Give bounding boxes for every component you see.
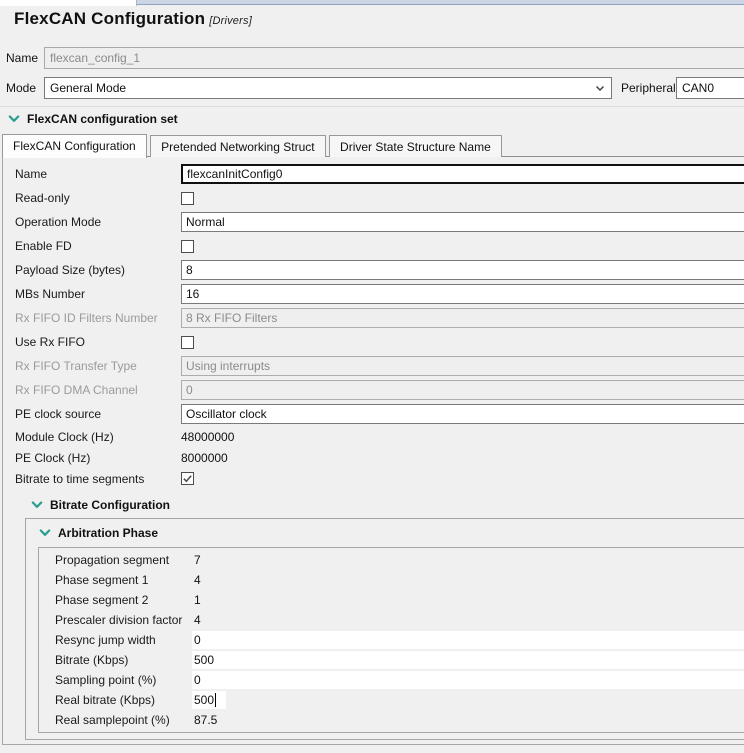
bitrate-configuration-group (25, 518, 744, 740)
rx-fifo-transfer-type-label: Rx FIFO Transfer Type (15, 359, 137, 373)
chevron-down-icon (595, 85, 605, 92)
peripheral-value: CAN0 (682, 81, 715, 95)
component-name-row (0, 47, 744, 69)
tab-driver-state-structure-name[interactable]: Driver State Structure Name (329, 135, 502, 158)
mode-row (0, 77, 744, 99)
payload-size-input[interactable] (181, 260, 744, 280)
row-module-clock (3, 426, 744, 447)
rx-fifo-id-filters-input (181, 308, 744, 328)
real-bitrate-value: 500 (194, 693, 215, 707)
operation-mode-value: Normal (186, 215, 225, 229)
checkmark-icon (182, 473, 193, 484)
row-phase-segment-1 (39, 570, 744, 590)
sampling-point-input[interactable] (192, 671, 744, 689)
component-name-value: flexcan_config_1 (50, 51, 141, 65)
row-read-only (3, 186, 744, 210)
tab-pretended-networking-struct[interactable]: Pretended Networking Struct (150, 135, 325, 158)
phase-segment-1-label: Phase segment 1 (55, 573, 149, 587)
payload-size-value: 8 (186, 263, 193, 277)
row-operation-mode (3, 210, 744, 234)
module-clock-label: Module Clock (Hz) (15, 429, 114, 444)
prescaler-division-factor-value: 4 (194, 613, 201, 627)
real-samplepoint-value: 87.5 (194, 713, 218, 727)
rx-fifo-dma-channel-input (181, 380, 744, 400)
tab-flexcan-configuration[interactable]: FlexCAN Configuration (2, 134, 147, 158)
collapse-chevron-icon (8, 115, 20, 123)
name-input[interactable] (181, 164, 744, 184)
read-only-checkbox[interactable] (181, 192, 194, 205)
collapse-chevron-icon (31, 501, 43, 509)
row-bitrate-kbps (39, 650, 744, 670)
row-payload-size (3, 258, 744, 282)
pe-clock-source-input[interactable] (181, 404, 744, 424)
real-samplepoint-label: Real samplepoint (%) (55, 713, 170, 727)
use-rx-fifo-label: Use Rx FIFO (15, 335, 86, 349)
enable-fd-label: Enable FD (15, 239, 72, 253)
real-bitrate-input[interactable] (192, 691, 226, 709)
rx-fifo-transfer-type-value: Using interrupts (186, 359, 271, 373)
operation-mode-label: Operation Mode (15, 215, 102, 229)
payload-size-label: Payload Size (bytes) (15, 263, 126, 277)
page-title (14, 9, 252, 29)
name-label: Name (15, 167, 48, 181)
collapse-chevron-icon (39, 529, 51, 537)
row-mbs-number (3, 282, 744, 306)
row-name (3, 162, 744, 186)
row-pe-clock (3, 447, 744, 468)
row-pe-clock-source (3, 402, 744, 426)
row-propagation-segment (39, 550, 744, 570)
component-name-label: Name (6, 51, 39, 65)
bitrate-kbps-value: 500 (194, 653, 215, 667)
config-set-section-title: FlexCAN configuration set (27, 112, 178, 126)
peripheral-input[interactable] (676, 77, 744, 99)
rx-fifo-transfer-type-input (181, 356, 744, 376)
sampling-point-value: 0 (194, 673, 201, 687)
tab-content-panel (2, 157, 744, 745)
rx-fifo-id-filters-label: Rx FIFO ID Filters Number (15, 311, 158, 325)
real-bitrate-label: Real bitrate (Kbps) (55, 693, 156, 707)
pe-clock-source-label: PE clock source (15, 407, 102, 421)
propagation-segment-value: 7 (194, 553, 201, 567)
phase-segment-1-value: 4 (194, 573, 201, 587)
rx-fifo-id-filters-value: 8 Rx FIFO Filters (186, 311, 278, 325)
component-name-input (44, 47, 744, 69)
prescaler-division-factor-label: Prescaler division factor (55, 613, 183, 627)
rx-fifo-dma-channel-value: 0 (186, 383, 193, 397)
bitrate-kbps-input[interactable] (192, 651, 744, 669)
row-rx-fifo-dma-channel (3, 378, 744, 402)
config-tabbar (2, 134, 744, 157)
row-use-rx-fifo (3, 330, 744, 354)
rx-fifo-dma-channel-label: Rx FIFO DMA Channel (15, 383, 138, 397)
editor-tab-strip (0, 0, 744, 5)
bitrate-configuration-title: Bitrate Configuration (50, 498, 170, 512)
config-set-section-header[interactable] (8, 112, 178, 126)
row-bitrate-to-time-segments (3, 468, 744, 489)
arbitration-phase-group (38, 547, 744, 733)
arbitration-phase-header[interactable] (39, 524, 744, 542)
phase-segment-2-label: Phase segment 2 (55, 593, 149, 607)
row-real-samplepoint (39, 710, 744, 730)
row-real-bitrate (39, 690, 744, 710)
resync-jump-width-input[interactable] (192, 631, 744, 649)
page-title-text: FlexCAN Configuration (14, 9, 206, 28)
mbs-number-value: 16 (186, 287, 200, 301)
row-sampling-point (39, 670, 744, 690)
row-phase-segment-2 (39, 590, 744, 610)
row-prescaler-division-factor (39, 610, 744, 630)
pe-clock-label: PE Clock (Hz) (15, 450, 91, 465)
peripheral-label: Peripheral (621, 81, 676, 95)
sampling-point-label: Sampling point (%) (55, 673, 157, 687)
resync-jump-width-value: 0 (194, 633, 201, 647)
row-rx-fifo-transfer-type (3, 354, 744, 378)
row-enable-fd (3, 234, 744, 258)
name-input-value: flexcanInitConfig0 (187, 167, 283, 181)
resync-jump-width-label: Resync jump width (55, 633, 156, 647)
bitrate-to-time-segments-checkbox[interactable] (181, 472, 194, 485)
arbitration-phase-title: Arbitration Phase (58, 526, 159, 540)
page-subtitle: [Drivers] (209, 15, 252, 27)
active-editor-tab-edge (0, 0, 137, 6)
pe-clock-source-value: Oscillator clock (186, 407, 267, 421)
row-rx-fifo-id-filters (3, 306, 744, 330)
mbs-number-label: MBs Number (15, 287, 86, 301)
module-clock-value: 48000000 (181, 429, 235, 444)
mode-label: Mode (6, 81, 37, 95)
enable-fd-checkbox[interactable] (181, 240, 194, 253)
text-cursor (215, 693, 216, 707)
mode-select[interactable] (44, 77, 612, 99)
use-rx-fifo-checkbox[interactable] (181, 336, 194, 349)
phase-segment-2-value: 1 (194, 593, 201, 607)
separator (0, 106, 744, 107)
bitrate-to-time-segments-label: Bitrate to time segments (15, 471, 145, 486)
mode-selected-value: General Mode (50, 81, 127, 95)
bitrate-configuration-header[interactable] (31, 496, 744, 514)
bitrate-kbps-label: Bitrate (Kbps) (55, 653, 129, 667)
row-resync-jump-width (39, 630, 744, 650)
operation-mode-input[interactable] (181, 212, 744, 232)
propagation-segment-label: Propagation segment (55, 553, 170, 567)
pe-clock-value: 8000000 (181, 450, 228, 465)
mbs-number-input[interactable] (181, 284, 744, 304)
read-only-label: Read-only (15, 191, 70, 205)
